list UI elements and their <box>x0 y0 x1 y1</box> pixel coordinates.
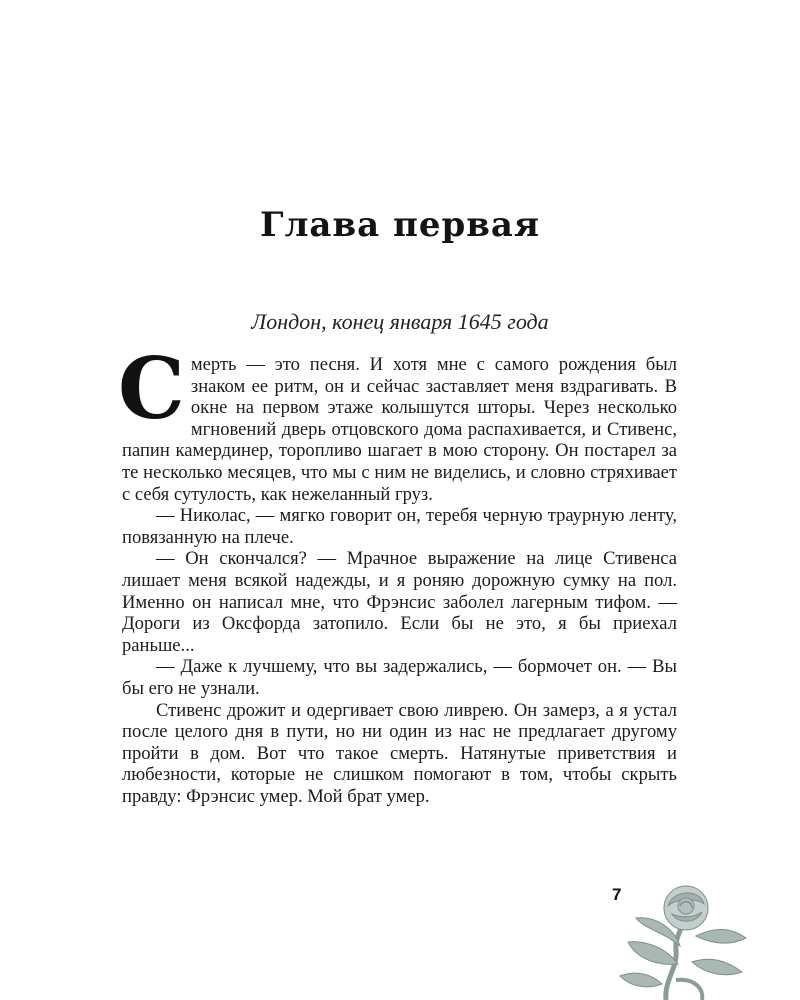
paragraph-3: — Он скончался? — Мрачное выражение на лице Стивенса лишает меня всякой надежды, и я роняю дорожную сумку на пол. Именно он написал мне, что Фрэнсис заболел лагерным тифом. — Дороги из Оксфорда затопило. Если бы не это, я бы приехал раньше... <box>122 548 677 656</box>
paragraph-2: — Николас, — мягко говорит он, теребя черную траурную ленту, повязанную на плече. <box>122 505 677 548</box>
paragraph-1-text: мерть — это песня. И хотя мне с самого рождения был знаком ее ритм, он и сейчас заставляет меня вздрагивать. В окне на первом этаже колышутся шторы. Через несколько мгновений дверь отцовского дома распахивается, и Стивенс, папин камердинер, торопливо шагает в мою сторону. Он постарел за те несколько месяцев, что мы с ним не виделись, и словно стряхивает с себя сутулость, как нежеланный груз. <box>122 354 677 505</box>
paragraph-1 <box>118 339 677 505</box>
chapter-title: Глава первая <box>259 205 541 245</box>
chapter-subtitle: Лондон, конец января 1645 года <box>251 309 549 334</box>
paragraph-5: Стивенс дрожит и одергивает свою ливрею. Он замерз, а я устал после целого дня в пути, но ни один из нас не предлагает другому пройти в дом. Вот что такое смерть. Натянутые приветствия и любезности, которые не слишком помогают в том, чтобы скрыть правду: Фрэнсис умер. Мой брат умер. <box>122 699 677 807</box>
page-number: 7 <box>612 885 622 904</box>
body-text <box>118 339 677 807</box>
rose-ornament-icon <box>606 880 800 1000</box>
paragraph-4: — Даже к лучшему, что вы задержались, — бормочет он. — Вы бы его не узнали. <box>122 656 677 699</box>
drop-cap: С <box>118 339 185 438</box>
